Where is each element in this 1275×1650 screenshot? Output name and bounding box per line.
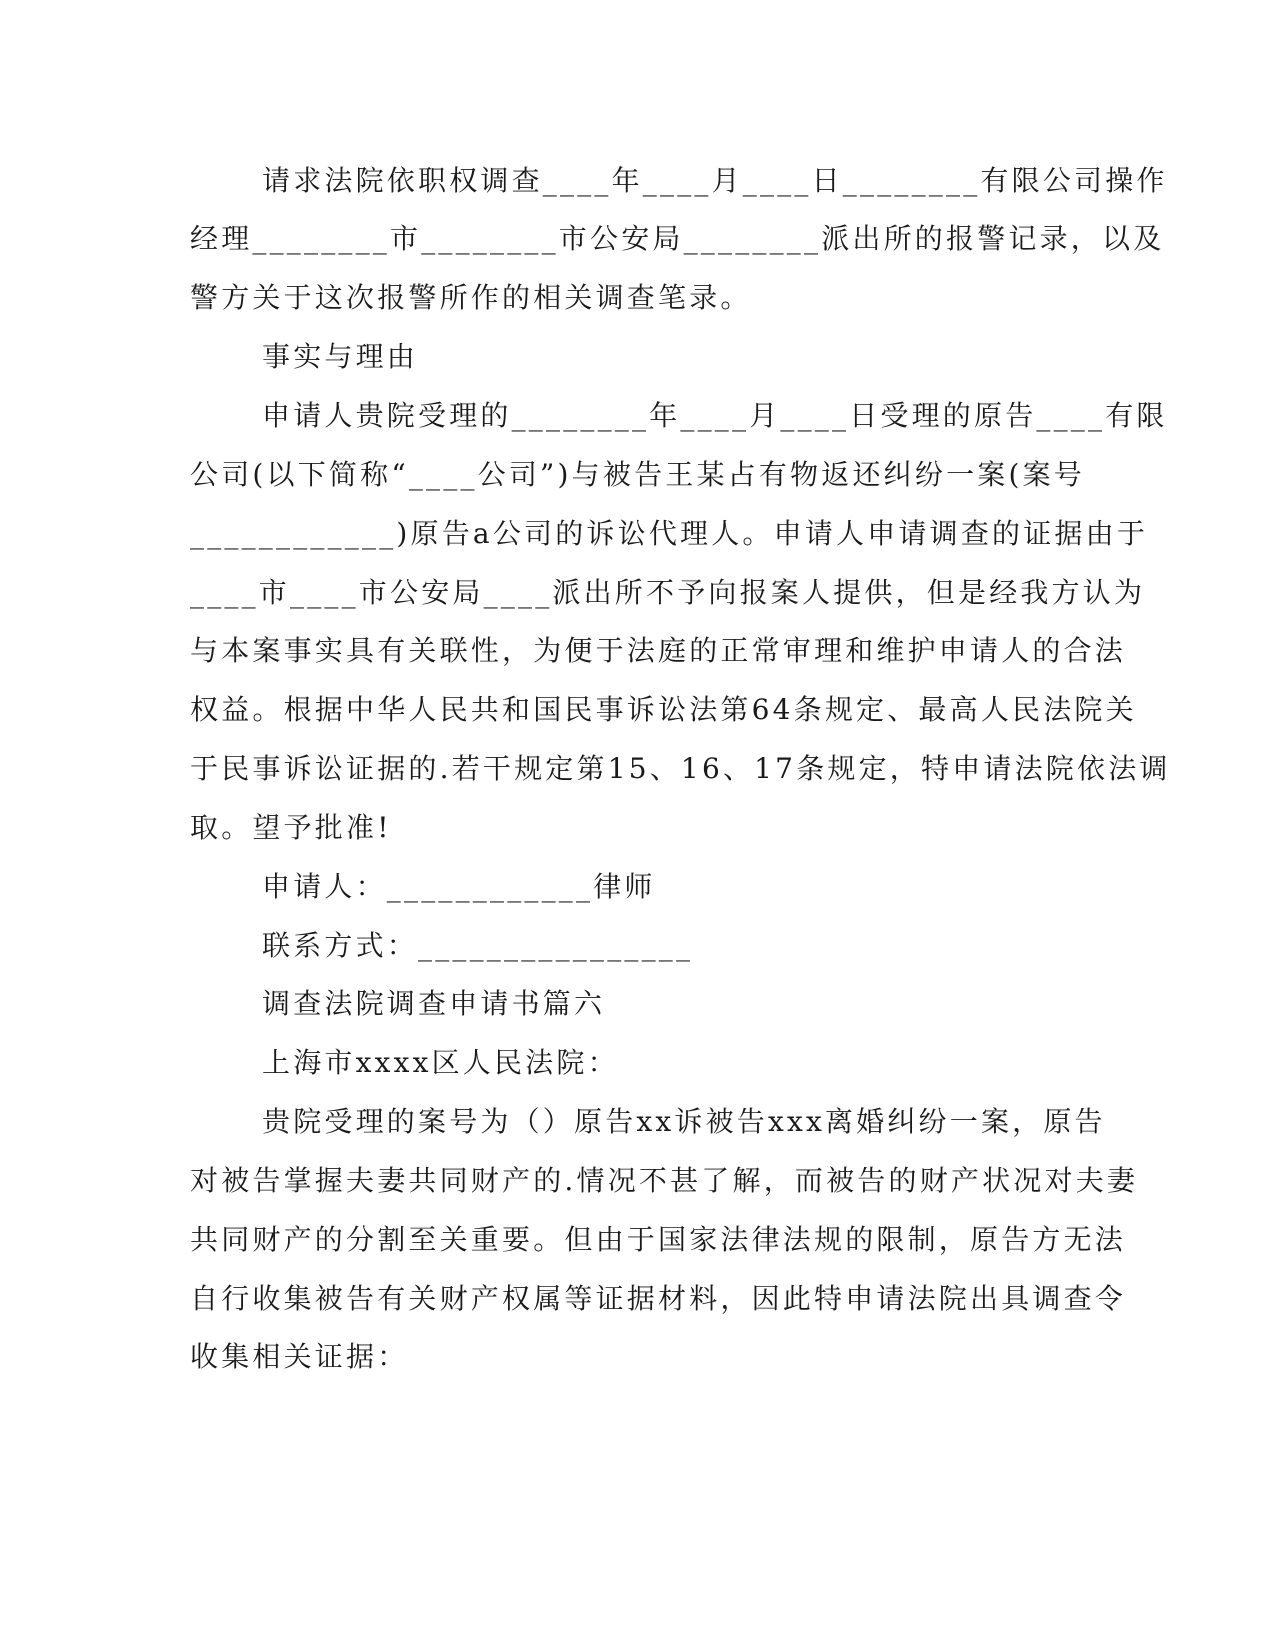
body-line: 与本案事实具有关联性，为便于法庭的正常审理和维护申请人的合法 <box>190 634 1127 667</box>
document-title: 调查法院调查申请书篇六 <box>262 987 606 1020</box>
body-line: ____________)原告a公司的诉讼代理人。申请人申请调查的证据由于 <box>190 517 1149 550</box>
body-line: 申请人贵院受理的________年____月____日受理的原告____有限 <box>262 399 1168 432</box>
body-line: 公司(以下简称“____公司”)与被告王某占有物返还纠纷一案(案号 <box>190 458 1086 491</box>
contact-line: 联系方式：________________ <box>262 929 694 962</box>
body-line: 贵院受理的案号为（）原告xx诉被告xxx离婚纠纷一案，原告 <box>262 1105 1106 1138</box>
body-line: 取。望予批准! <box>190 811 392 844</box>
body-line: 自行收集被告有关财产权属等证据材料，因此特申请法院出具调查令 <box>190 1282 1127 1315</box>
body-line: 权益。根据中华人民共和国民事诉讼法第64条规定、最高人民法院关 <box>190 693 1137 726</box>
addressee: 上海市xxxx区人民法院： <box>262 1046 619 1079</box>
body-line: 收集相关证据： <box>190 1340 409 1373</box>
section-heading: 事实与理由 <box>262 340 419 373</box>
body-line: 于民事诉讼证据的.若干规定第15、16、17条规定，特申请法院依法调 <box>190 752 1171 785</box>
body-line: 经理________市________市公安局________派出所的报警记录，以及 <box>190 222 1165 255</box>
body-line: 对被告掌握夫妻共同财产的.情况不甚了解，而被告的财产状况对夫妻 <box>190 1164 1139 1197</box>
body-line: 共同财产的分割至关重要。但由于国家法律法规的限制，原告方无法 <box>190 1223 1127 1256</box>
body-line: 警方关于这次报警所作的相关调查笔录。 <box>190 281 752 314</box>
applicant-line: 申请人：____________律师 <box>262 870 656 903</box>
body-line: ____市____市公安局____派出所不予向报案人提供，但是经我方认为 <box>190 576 1146 609</box>
body-line: 请求法院依职权调查____年____月____日________有限公司操作 <box>262 164 1168 197</box>
